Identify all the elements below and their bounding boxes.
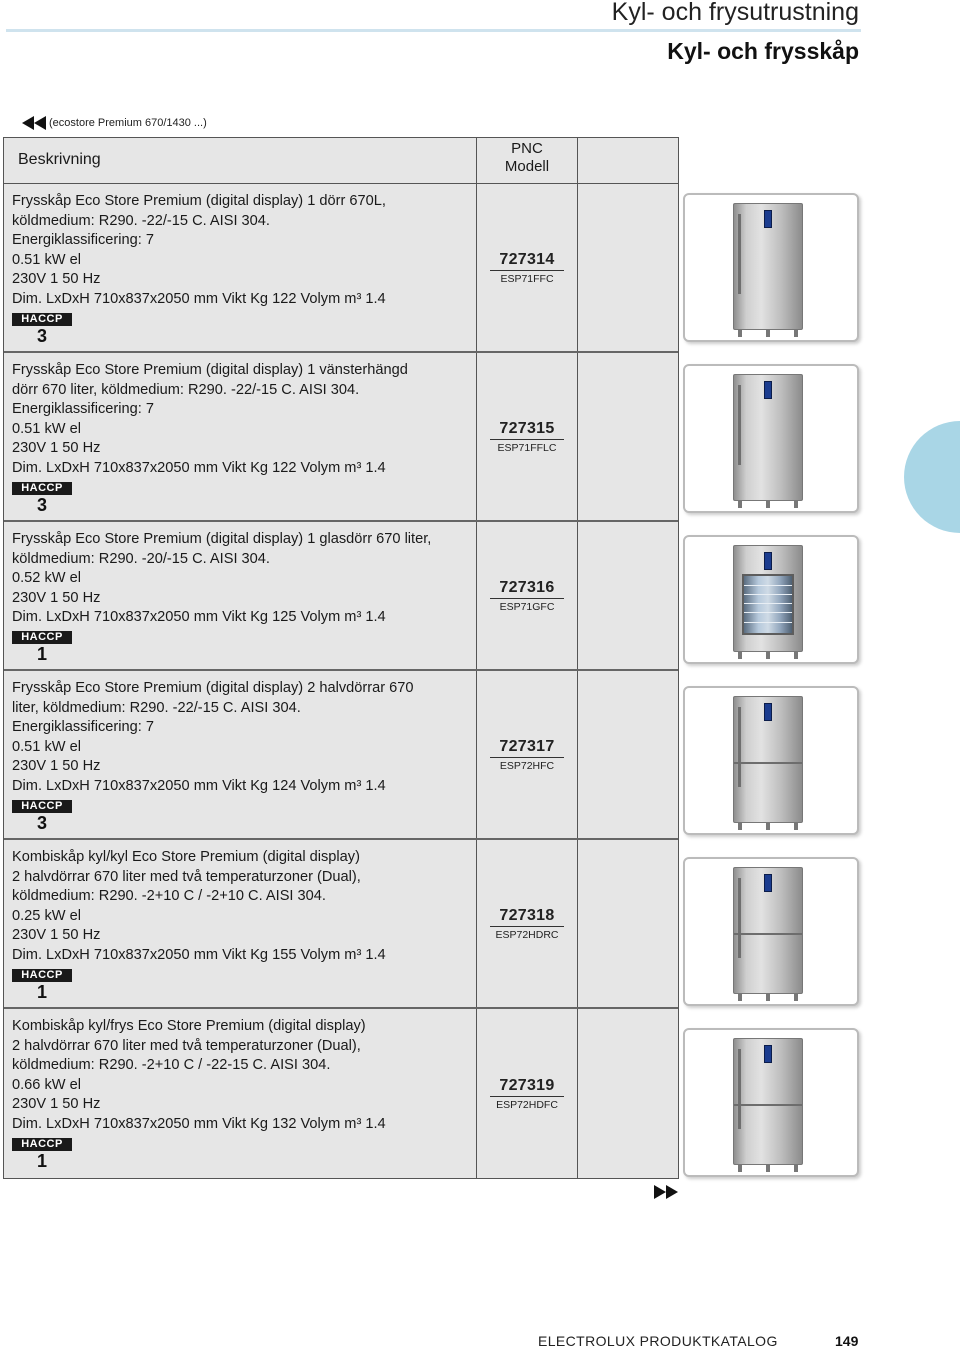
pnc-number: 727314 xyxy=(499,250,555,268)
description-line: 230V 1 50 Hz xyxy=(12,758,101,775)
description-line: Energiklassificering: 7 xyxy=(12,232,154,249)
haccp-badge xyxy=(12,313,72,347)
display-icon xyxy=(764,210,772,228)
haccp-label: HACCP xyxy=(12,313,72,326)
pnc-number: 727319 xyxy=(499,1076,555,1094)
pnc-cell xyxy=(477,353,578,520)
model-code: ESP72HDFC xyxy=(496,1098,558,1111)
haccp-badge xyxy=(12,631,72,665)
column-header-description: Beskrivning xyxy=(4,138,477,183)
description-line: liter, köldmedium: R290. -22/-15 C. AISI 304. xyxy=(12,699,301,716)
pnc-divider xyxy=(490,439,564,440)
description-line: Frysskåp Eco Store Premium (digital display) 2 halvdörrar 670 xyxy=(12,680,414,696)
product-description xyxy=(4,1009,477,1178)
category-title: Kyl- och frysutrustning xyxy=(611,0,859,26)
haccp-label: HACCP xyxy=(12,1138,72,1151)
pnc-divider xyxy=(490,270,564,271)
description-line: 230V 1 50 Hz xyxy=(12,1096,101,1113)
fridge-illustration xyxy=(733,1038,803,1165)
next-page-link[interactable] xyxy=(654,1185,678,1199)
product-image xyxy=(683,193,859,342)
description-line: 230V 1 50 Hz xyxy=(12,271,101,288)
model-code: ESP72HFC xyxy=(499,759,555,772)
haccp-badge xyxy=(12,482,72,516)
image-cell xyxy=(578,840,678,1007)
fridge-illustration xyxy=(733,867,803,994)
product-image xyxy=(683,535,859,664)
image-cell xyxy=(578,671,678,838)
description-line: 0.66 kW el xyxy=(12,1076,81,1093)
haccp-label: HACCP xyxy=(12,800,72,813)
haccp-class: 3 xyxy=(36,494,47,515)
table-header xyxy=(4,138,678,184)
description-line: Kombiskåp kyl/kyl Eco Store Premium (digital display) xyxy=(12,849,360,865)
haccp-label: HACCP xyxy=(12,482,72,495)
description-line: Dim. LxDxH 710x837x2050 mm Vikt Kg 155 Volym m³ 1.4 xyxy=(12,946,386,963)
side-tab-marker xyxy=(904,421,960,533)
haccp-class: 1 xyxy=(36,1150,47,1171)
pnc-divider xyxy=(490,598,564,599)
product-image xyxy=(683,857,859,1006)
fridge-illustration xyxy=(733,203,803,330)
table-row xyxy=(4,1009,678,1178)
pnc-cell xyxy=(477,840,578,1007)
haccp-label: HACCP xyxy=(12,631,72,644)
pnc-number: 727315 xyxy=(499,419,555,437)
product-image xyxy=(683,364,859,513)
haccp-badge xyxy=(12,969,72,1003)
pnc-number: 727316 xyxy=(499,578,555,596)
model-code: ESP71GFC xyxy=(499,600,555,613)
display-icon xyxy=(764,552,772,570)
haccp-class: 1 xyxy=(36,643,47,664)
haccp-class: 1 xyxy=(36,981,47,1002)
fridge-illustration xyxy=(733,696,803,823)
pnc-cell xyxy=(477,184,578,351)
display-icon xyxy=(764,703,772,721)
header-rule xyxy=(6,29,861,32)
table-row xyxy=(4,522,678,671)
product-description xyxy=(4,353,477,520)
description-line: 2 halvdörrar 670 liter med två temperaturzoner (Dual), xyxy=(12,1037,361,1054)
pnc-divider xyxy=(490,1096,564,1097)
product-description xyxy=(4,522,477,669)
footer-brand: ELECTROLUX PRODUKTKATALOG xyxy=(538,1333,778,1349)
pnc-cell xyxy=(477,671,578,838)
pnc-number: 727318 xyxy=(499,906,555,924)
image-cell xyxy=(578,522,678,669)
pnc-cell xyxy=(477,522,578,669)
column-header-pnc-line1: PNC xyxy=(511,140,543,157)
haccp-badge xyxy=(12,800,72,834)
description-line: 230V 1 50 Hz xyxy=(12,927,101,944)
prev-page-link[interactable] xyxy=(22,116,207,130)
description-line: Frysskåp Eco Store Premium (digital display) 1 glasdörr 670 liter, xyxy=(12,531,432,547)
display-icon xyxy=(764,1045,772,1063)
description-line: köldmedium: R290. -2+10 C / -2+10 C. AISI 304. xyxy=(12,888,326,905)
column-header-pnc-line2: Modell xyxy=(504,158,550,175)
pnc-number: 727317 xyxy=(499,737,555,755)
page-number: 149 xyxy=(835,1333,859,1349)
image-cell xyxy=(578,184,678,351)
table-row xyxy=(4,353,678,522)
model-code: ESP72HDRC xyxy=(495,928,559,941)
image-cell xyxy=(578,353,678,520)
description-line: 0.25 kW el xyxy=(12,907,81,924)
description-line: Dim. LxDxH 710x837x2050 mm Vikt Kg 122 Volym m³ 1.4 xyxy=(12,290,386,307)
description-line: Kombiskåp kyl/frys Eco Store Premium (digital display) xyxy=(12,1018,366,1034)
description-line: 230V 1 50 Hz xyxy=(12,440,101,457)
column-header-pnc xyxy=(477,138,578,183)
pnc-divider xyxy=(490,757,564,758)
pnc-divider xyxy=(490,926,564,927)
prev-page-label: (ecostore Premium 670/1430 ...) xyxy=(49,117,207,129)
image-cell xyxy=(578,1009,678,1178)
table-row xyxy=(4,840,678,1009)
table-row xyxy=(4,184,678,353)
description-line: 0.51 kW el xyxy=(12,420,81,437)
description-line: Energiklassificering: 7 xyxy=(12,719,154,736)
haccp-class: 3 xyxy=(36,812,47,833)
description-line: Dim. LxDxH 710x837x2050 mm Vikt Kg 122 Volym m³ 1.4 xyxy=(12,459,386,476)
description-line: dörr 670 liter, köldmedium: R290. -22/-15 C. AISI 304. xyxy=(12,381,360,398)
pnc-cell xyxy=(477,1009,578,1178)
display-icon xyxy=(764,381,772,399)
description-line: 230V 1 50 Hz xyxy=(12,589,101,606)
description-line: 0.51 kW el xyxy=(12,251,81,268)
haccp-class: 3 xyxy=(36,325,47,346)
product-description xyxy=(4,840,477,1007)
product-description xyxy=(4,184,477,351)
model-code: ESP71FFLC xyxy=(497,441,557,454)
column-header-image xyxy=(578,138,678,183)
fridge-illustration xyxy=(733,545,803,652)
fridge-illustration xyxy=(733,374,803,501)
model-code: ESP71FFC xyxy=(500,272,554,285)
description-line: Dim. LxDxH 710x837x2050 mm Vikt Kg 124 Volym m³ 1.4 xyxy=(12,777,386,794)
description-line: köldmedium: R290. -2+10 C / -22-15 C. AISI 304. xyxy=(12,1057,331,1074)
product-image xyxy=(683,686,859,835)
description-line: 0.51 kW el xyxy=(12,738,81,755)
product-description xyxy=(4,671,477,838)
description-line: köldmedium: R290. -20/-15 C. AISI 304. xyxy=(12,550,270,567)
double-right-arrow-icon xyxy=(654,1185,666,1199)
description-line: köldmedium: R290. -22/-15 C. AISI 304. xyxy=(12,212,270,229)
product-table xyxy=(3,137,679,1179)
description-line: 0.52 kW el xyxy=(12,570,81,587)
description-line: 2 halvdörrar 670 liter med två temperaturzoner (Dual), xyxy=(12,868,361,885)
haccp-badge xyxy=(12,1138,72,1172)
description-line: Energiklassificering: 7 xyxy=(12,401,154,418)
description-line: Dim. LxDxH 710x837x2050 mm Vikt Kg 125 Volym m³ 1.4 xyxy=(12,609,386,626)
description-line: Frysskåp Eco Store Premium (digital display) 1 vänsterhängd xyxy=(12,362,408,378)
description-line: Frysskåp Eco Store Premium (digital display) 1 dörr 670L, xyxy=(12,193,386,209)
double-left-arrow-icon xyxy=(22,116,46,130)
section-title: Kyl- och frysskåp xyxy=(667,38,859,64)
table-row xyxy=(4,671,678,840)
haccp-label: HACCP xyxy=(12,969,72,982)
product-image xyxy=(683,1028,859,1177)
description-line: Dim. LxDxH 710x837x2050 mm Vikt Kg 132 Volym m³ 1.4 xyxy=(12,1115,386,1132)
display-icon xyxy=(764,874,772,892)
